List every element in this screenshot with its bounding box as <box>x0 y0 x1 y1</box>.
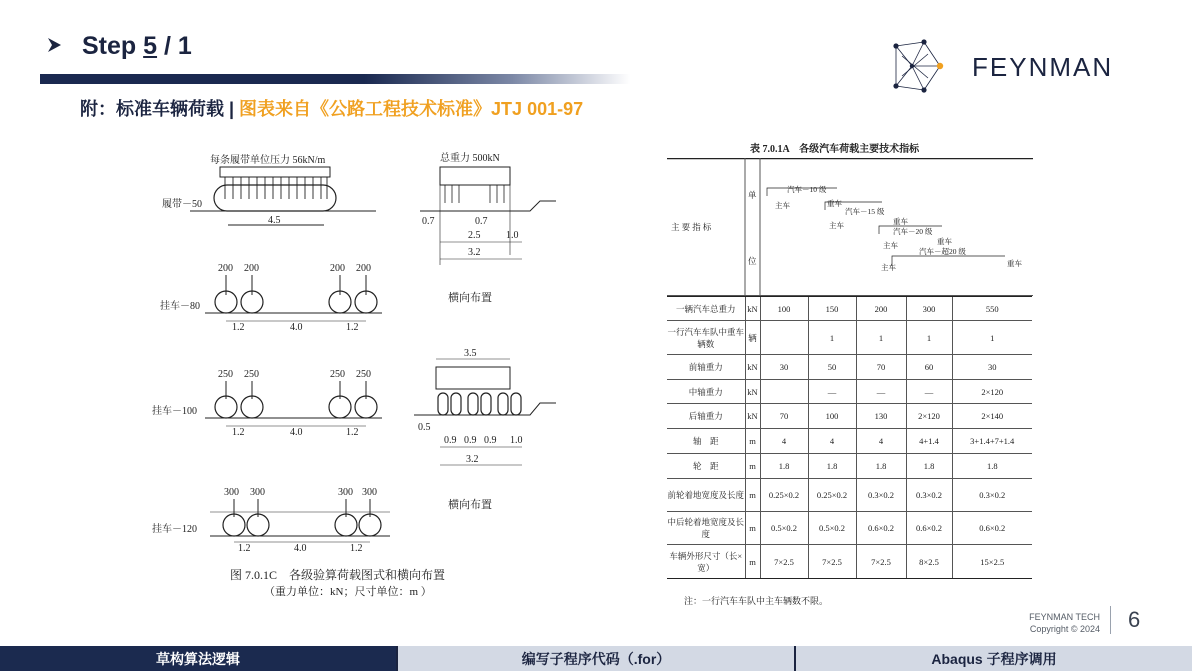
table-title: 表 7.0.1A 各级汽车荷载主要技术指标 <box>750 144 920 155</box>
step-current: 5 <box>143 32 158 60</box>
cell: 1 <box>906 321 952 355</box>
table-row <box>667 404 1032 429</box>
track-side-dim-5: 3.2 <box>468 247 481 258</box>
veh-heavy-s20b: 重车 <box>1007 259 1022 268</box>
cell: 2×140 <box>952 404 1032 429</box>
cell: 7×2.5 <box>856 545 906 579</box>
cell: 1.8 <box>906 454 952 479</box>
veh-heavy-15: 重车 <box>827 199 842 208</box>
step-word: Step <box>82 32 137 60</box>
row-label: 中轴重力 <box>667 380 745 404</box>
t100-load-1: 250 <box>218 369 233 380</box>
row-label: 前轴重力 <box>667 355 745 380</box>
row-label: 后轴重力 <box>667 404 745 429</box>
track-side-dim-2: 0.7 <box>475 216 488 227</box>
t120-load-2: 300 <box>250 487 265 498</box>
footer-company: FEYNMAN TECH <box>1029 612 1100 622</box>
cell: 0.5×0.2 <box>760 512 808 545</box>
cell: 2×120 <box>906 404 952 429</box>
t120-dim-2: 4.0 <box>294 543 307 554</box>
row-label: 轮 距 <box>667 454 745 479</box>
t100-side-dim-2: 0.9 <box>444 435 457 446</box>
load-diagram-figure <box>150 145 570 607</box>
cell: 4 <box>856 429 906 454</box>
table-row <box>667 429 1032 454</box>
table-row <box>667 355 1032 380</box>
table-header-diagram <box>667 158 1033 296</box>
t120-load-1: 300 <box>224 487 239 498</box>
footer-divider <box>1110 606 1111 634</box>
veh-main-15: 主车 <box>829 221 844 230</box>
cell: 0.6×0.2 <box>906 512 952 545</box>
feynman-logo-icon <box>888 36 958 96</box>
t120-load-3: 300 <box>338 487 353 498</box>
row-unit: kN <box>745 355 760 380</box>
cell: 7×2.5 <box>760 545 808 579</box>
layout-label-2: 横向布置 <box>448 499 492 511</box>
veh-heavy-s20: 重车 <box>937 237 952 246</box>
t120-load-4: 300 <box>362 487 377 498</box>
nav-tab-algorithm-logic[interactable]: 草构算法逻辑 <box>0 646 396 671</box>
cell: — <box>906 380 952 404</box>
cell: 1 <box>952 321 1032 355</box>
cell: 4 <box>760 429 808 454</box>
subtitle-prefix: 附：标准车辆荷载 | <box>80 99 240 119</box>
t80-dim-1: 1.2 <box>232 322 245 333</box>
cell: 0.3×0.2 <box>952 479 1032 512</box>
t100-dim-2: 4.0 <box>290 427 303 438</box>
footer-copyright <box>1000 611 1100 635</box>
cell: 1 <box>856 321 906 355</box>
cell: — <box>808 380 856 404</box>
t100-dim-3: 1.2 <box>346 427 359 438</box>
table-row <box>667 380 1032 404</box>
cell: 1.8 <box>808 454 856 479</box>
cell: 15×2.5 <box>952 545 1032 579</box>
cell <box>760 380 808 404</box>
t100-side-dim-4: 0.9 <box>484 435 497 446</box>
cell: 0.3×0.2 <box>906 479 952 512</box>
arrow-right-icon <box>46 32 68 61</box>
veh-main-s20: 主车 <box>881 263 896 272</box>
step-sep: / <box>164 32 171 60</box>
t100-load-4: 250 <box>356 369 371 380</box>
t120-name: 挂车－120 <box>152 524 197 535</box>
cell: — <box>856 380 906 404</box>
t100-side-dim-3: 0.9 <box>464 435 477 446</box>
cell: 1.8 <box>952 454 1032 479</box>
row-unit: kN <box>745 297 760 321</box>
table-unit-char-2: 位 <box>748 256 757 266</box>
spec-table <box>667 296 1032 579</box>
veh-main-20: 主车 <box>883 241 898 250</box>
cell: 70 <box>856 355 906 380</box>
veh-heavy-20: 重车 <box>893 217 908 226</box>
table-note: 注：一行汽车车队中主车辆数不限。 <box>684 596 829 606</box>
row-unit: 辆 <box>745 321 760 355</box>
row-unit: kN <box>745 404 760 429</box>
cell: 60 <box>906 355 952 380</box>
track-total-weight: 总重力 500kN <box>440 153 500 164</box>
nav-tab-abaqus-call[interactable]: Abaqus 子程序调用 <box>794 646 1192 671</box>
row-unit: m <box>745 454 760 479</box>
cell: 100 <box>808 404 856 429</box>
row-unit: m <box>745 545 760 579</box>
title-underline-bar <box>40 74 630 84</box>
t80-dim-2: 4.0 <box>290 322 303 333</box>
cell: 150 <box>808 297 856 321</box>
cell: 70 <box>760 404 808 429</box>
row-label: 一行汽车车队中重车辆数 <box>667 321 745 355</box>
table-row <box>667 545 1032 579</box>
nav-tab-subroutine-code[interactable]: 编写子程序代码（.for） <box>396 646 794 671</box>
t100-name: 挂车－100 <box>152 406 197 417</box>
track-dim: 4.5 <box>268 215 281 226</box>
subtitle <box>80 95 583 121</box>
row-label: 车辆外形尺寸（长×宽） <box>667 545 745 579</box>
figure-caption: 图 7.0.1C 各级验算荷载图式和横向布置 <box>230 568 446 582</box>
row-label: 轴 距 <box>667 429 745 454</box>
cell: 100 <box>760 297 808 321</box>
step-total: 1 <box>177 32 192 60</box>
cell: 550 <box>952 297 1032 321</box>
cell: 1 <box>808 321 856 355</box>
t100-dim-1: 1.2 <box>232 427 245 438</box>
row-unit: kN <box>745 380 760 404</box>
t100-side-dim-1: 0.5 <box>418 422 431 433</box>
cell: 30 <box>952 355 1032 380</box>
row-unit: m <box>745 479 760 512</box>
t100-side-dim-5: 1.0 <box>510 435 523 446</box>
t80-load-3: 200 <box>330 263 345 274</box>
cell <box>760 321 808 355</box>
table-row <box>667 321 1032 355</box>
t80-load-2: 200 <box>244 263 259 274</box>
row-label: 中后轮着地宽度及长度 <box>667 512 745 545</box>
row-unit: m <box>745 512 760 545</box>
track-side-dim-1: 0.7 <box>422 216 435 227</box>
cell: 0.3×0.2 <box>856 479 906 512</box>
cell: 0.6×0.2 <box>952 512 1032 545</box>
table-header-label: 主 要 指 标 <box>671 222 712 232</box>
step-title <box>46 32 192 61</box>
cell: 4+1.4 <box>906 429 952 454</box>
class-10: 汽车－10 级 <box>787 185 827 194</box>
layout-label-1: 横向布置 <box>448 292 492 304</box>
t100-load-2: 250 <box>244 369 259 380</box>
cell: 0.5×0.2 <box>808 512 856 545</box>
footer-copyright-text: Copyright © 2024 <box>1029 624 1100 634</box>
bottom-nav <box>0 646 1192 671</box>
veh-main-10: 主车 <box>775 201 790 210</box>
t100-side-dim-6: 3.2 <box>466 454 479 465</box>
cell: 8×2.5 <box>906 545 952 579</box>
cell: 2×120 <box>952 380 1032 404</box>
track-name: 履带－50 <box>162 199 202 210</box>
class-15: 汽车－15 级 <box>845 207 885 216</box>
cell: 130 <box>856 404 906 429</box>
class-s20: 汽车－超20 级 <box>919 247 966 256</box>
page-number: 6 <box>1128 607 1141 632</box>
row-label: 一辆汽车总重力 <box>667 297 745 321</box>
row-unit: m <box>745 429 760 454</box>
t80-name: 挂车－80 <box>160 301 200 312</box>
cell: 7×2.5 <box>808 545 856 579</box>
t100-load-3: 250 <box>330 369 345 380</box>
track-side-dim-4: 1.0 <box>506 230 519 241</box>
t80-dim-3: 1.2 <box>346 322 359 333</box>
table-row <box>667 454 1032 479</box>
table-row <box>667 297 1032 321</box>
cell: 4 <box>808 429 856 454</box>
table-row <box>667 479 1032 512</box>
t120-dim-1: 1.2 <box>238 543 251 554</box>
t80-load-4: 200 <box>356 263 371 274</box>
subtitle-source: 图表来自《公路工程技术标准》JTJ 001-97 <box>239 99 584 119</box>
cell: 3+1.4+7+1.4 <box>952 429 1032 454</box>
figure-caption-note: （重力单位：kN；尺寸单位：m ） <box>264 586 432 598</box>
class-20: 汽车－20 级 <box>893 227 933 236</box>
cell: 300 <box>906 297 952 321</box>
cell: 50 <box>808 355 856 380</box>
t80-load-1: 200 <box>218 263 233 274</box>
row-label: 前轮着地宽度及长度 <box>667 479 745 512</box>
cell: 0.6×0.2 <box>856 512 906 545</box>
table-unit-char-1: 单 <box>748 190 757 200</box>
brand-name: FEYNMAN <box>972 52 1114 82</box>
cell: 1.8 <box>760 454 808 479</box>
cell: 30 <box>760 355 808 380</box>
cell: 200 <box>856 297 906 321</box>
cell: 0.25×0.2 <box>760 479 808 512</box>
cell: 0.25×0.2 <box>808 479 856 512</box>
cell: 1.8 <box>856 454 906 479</box>
track-side-dim-3: 2.5 <box>468 230 481 241</box>
t100-side-top-dim: 3.5 <box>464 348 477 359</box>
t120-dim-3: 1.2 <box>350 543 363 554</box>
table-row <box>667 512 1032 545</box>
track-pressure-label: 每条履带单位压力 56kN/m <box>210 155 326 166</box>
